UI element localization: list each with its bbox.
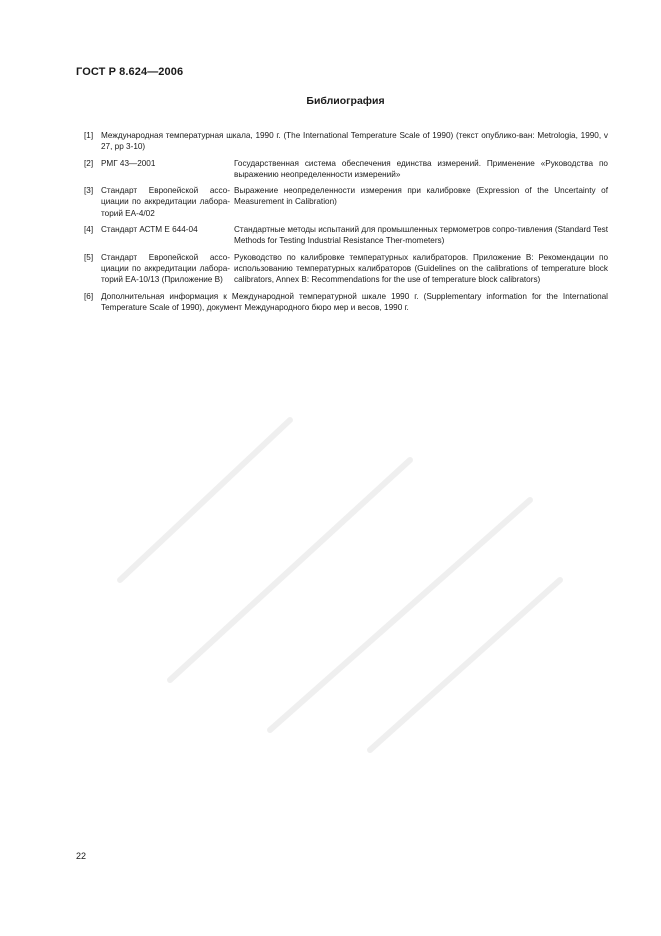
entry-source: Стандарт Европейской ассо-циации по аккредитации лабора-торий EA-4/02 xyxy=(101,186,230,218)
entry-source: РМГ 43—2001 xyxy=(101,158,156,168)
document-code-header: ГОСТ Р 8.624—2006 xyxy=(76,66,184,78)
entry-text: Дополнительная информация к Международной температурной шкале 1990 г. (Supplementary information for the International Temperature Scale of 1990), документ Международного бюро мер и весов, 1990 г. xyxy=(101,291,608,312)
entry-source: Стандарт Европейской ассо-циации по аккредитации лабора-торий EA-10/13 (Приложение В) xyxy=(101,252,230,285)
entry-text: Руководство по калибровке температурных калибраторов. Приложение В: Рекомендации по использованию температурных калибраторов (Guidelines on the calibrations of temperature block calibrators, Annex B: Recommendations for the use of temperature block calibrators) xyxy=(234,252,608,285)
bibliography-list xyxy=(84,130,608,318)
page-number: 22 xyxy=(76,851,87,861)
bibliography-entry-2 xyxy=(84,158,608,181)
entry-number: [6] xyxy=(84,291,94,301)
entry-number: [1] xyxy=(84,131,94,140)
entry-number: [5] xyxy=(84,252,94,262)
entry-source: Стандарт АСТМ Е 644-04 xyxy=(101,225,198,235)
entry-text: Выражение неопределенности измерения при калибровке (Expression of the Uncertainty of Measurement in Calibration) xyxy=(234,186,608,207)
bibliography-title: Библиография xyxy=(306,95,385,107)
bibliography-entry-1 xyxy=(84,130,608,153)
bibliography-entry-3 xyxy=(84,185,608,219)
bibliography-entry-4 xyxy=(84,224,608,247)
bibliography-entry-6 xyxy=(84,291,608,314)
entry-number: [4] xyxy=(84,225,94,235)
faint-watermark-pattern xyxy=(110,380,570,760)
entry-number: [2] xyxy=(84,158,94,168)
bibliography-entry-5 xyxy=(84,252,608,286)
entry-text: Стандартные методы испытаний для промышленных термометров сопро-тивления (Standard Test Methods for Testing Industrial Resistance Ther-mometers) xyxy=(234,225,608,246)
entry-text: Международная температурная шкала, 1990 г. (The International Temperature Scale of 1990) (текст опублико-ван: Metrologia, 1990, v 27, pp 3-10) xyxy=(101,131,608,152)
entry-number: [3] xyxy=(84,186,94,196)
entry-text: Государственная система обеспечения единства измерений. Применение «Руководства по выражению неопределенности измерений» xyxy=(234,158,608,179)
